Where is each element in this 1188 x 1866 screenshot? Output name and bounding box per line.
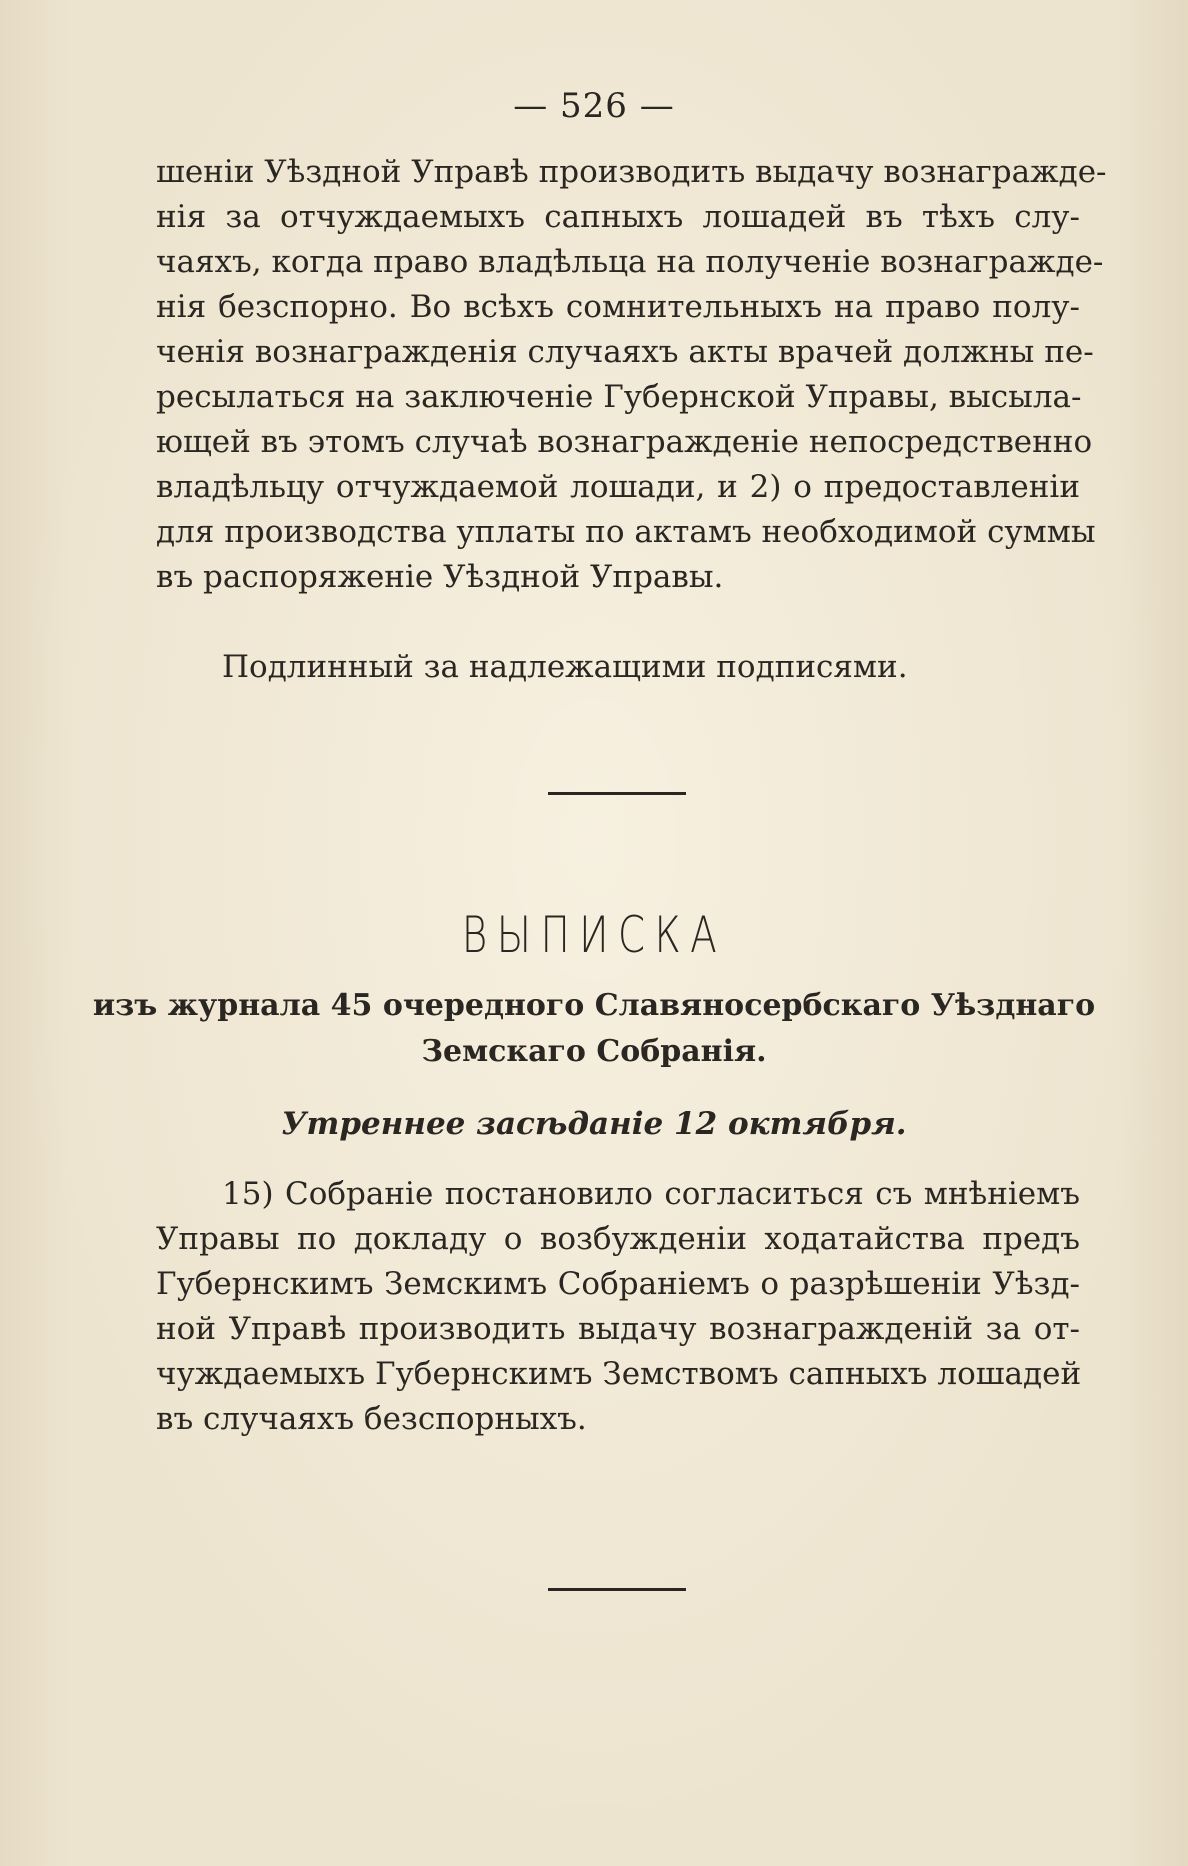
text-line: Управы по докладу о возбужденіи ходатайства предъ <box>156 1221 1080 1257</box>
section-divider <box>548 792 686 795</box>
section-divider <box>548 1588 686 1591</box>
text-line: ной Управѣ производить выдачу вознагражденій за от- <box>156 1311 1080 1347</box>
signature-note <box>222 645 1082 690</box>
text-line: чаяхъ, когда право владѣльца на полученіе вознагражде- <box>156 244 1104 280</box>
subtitle-line: изъ журнала 45 очередного Славяносербскаго Уѣзднаго <box>92 988 1096 1023</box>
text-line: въ распоряженіе Уѣздной Управы. <box>156 559 724 595</box>
session-title: Утреннее засѣданіе 12 октября. <box>281 1106 907 1142</box>
text-line: нія безспорно. Во всѣхъ сомнительныхъ на право полу- <box>156 289 1080 325</box>
resolution-paragraph <box>156 1172 1080 1442</box>
subtitle-line: Земскаго Собранія. <box>421 1034 767 1069</box>
text-line: ющей въ этомъ случаѣ вознагражденіе непосредственно <box>156 424 1093 460</box>
section-heading: ВЫПИСКА <box>461 906 727 964</box>
text-line: нія за отчуждаемыхъ сапныхъ лошадей въ тѣхъ слу- <box>156 199 1080 235</box>
text-line: владѣльцу отчуждаемой лошади, и 2) о предоставленіи <box>156 469 1080 505</box>
text-line: ресылаться на заключеніе Губернской Управы, высыла- <box>156 379 1082 415</box>
text-line: 15) Собраніе постановило согласиться съ мнѣніемъ <box>222 1176 1080 1212</box>
page-number: — 526 — <box>513 86 675 126</box>
text-line: чуждаемыхъ Губернскимъ Земствомъ сапныхъ лошадей <box>156 1356 1082 1392</box>
text-line: въ случаяхъ безспорныхъ. <box>156 1401 587 1437</box>
text-line: шеніи Уѣздной Управѣ производить выдачу вознагражде- <box>156 154 1107 190</box>
text-line: для производства уплаты по актамъ необходимой суммы <box>156 514 1096 550</box>
text-line: Губернскимъ Земскимъ Собраніемъ о разрѣшеніи Уѣзд- <box>156 1266 1080 1302</box>
signature-note-text: Подлинный за надлежащими подписями. <box>222 649 908 685</box>
paragraph-continued <box>156 150 1107 600</box>
text-line: ченія вознагражденія случаяхъ акты врачей должны пе- <box>156 334 1094 370</box>
